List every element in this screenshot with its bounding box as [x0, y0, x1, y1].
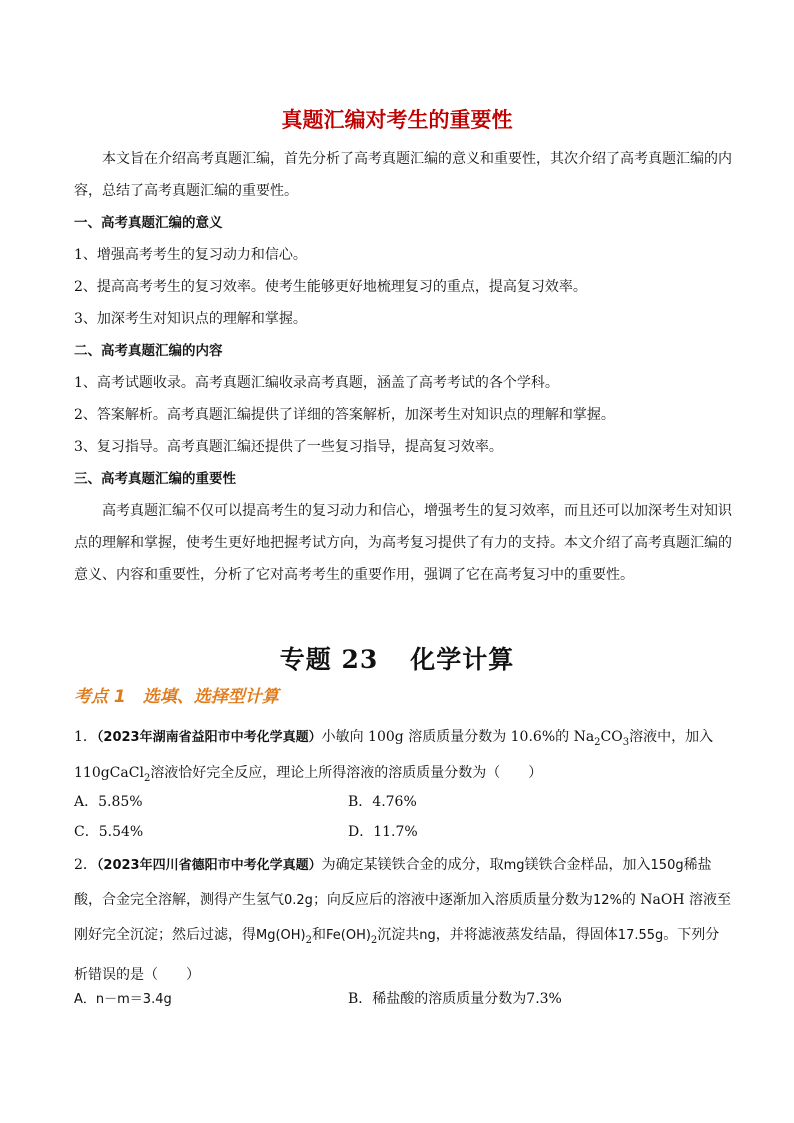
list-item: 1、增强高考考生的复习动力和信心。: [74, 247, 307, 263]
option-b: B．稀盐酸的溶质质量分数为7.3%: [348, 991, 562, 1007]
math-value: ng: [419, 928, 436, 943]
question-text: 镁铁合金样品，加入: [524, 857, 651, 873]
math-value: 0.2g: [284, 893, 313, 908]
subscript: 2: [305, 934, 312, 946]
conclusion-paragraph: 高考真题汇编不仅可以提高考生的复习动力和信心，增强考生的复习效率，而且还可以加深考生对知识点的理解和掌握，使考生更好地把握考试方向，为高考复习提供了有力的支持。本文介绍了高考真题汇编的意义、内容和重要性，分析了它对高考考生的重要作用，强调了它在高考复习中的重要性。: [74, 503, 732, 583]
subscript: 2: [594, 736, 601, 748]
question-text: 溶液恰好完全反应，理论上所得溶液的溶质质量分数为（ ）: [150, 764, 543, 781]
option-c: C．5.54%: [74, 824, 144, 840]
option-a: A．n－m＝3.4g: [74, 992, 172, 1007]
math-value: Mg(OH): [256, 928, 306, 943]
question-text: 。下列分: [663, 927, 720, 943]
subscript: 3: [622, 736, 630, 748]
question-text: 稀盐: [683, 857, 712, 873]
section-heading-3: 三、高考真题汇编的重要性: [74, 471, 236, 487]
kaodian-heading: 考点 1 选填、选择型计算: [74, 687, 279, 707]
page-title: 真题汇编对考生的重要性: [281, 108, 513, 132]
question-text: ；向反应后的溶液中逐渐加入溶质质量分数为: [312, 892, 593, 908]
question-text: 和: [312, 927, 326, 943]
question-source: （2023年湖南省益阳市中考化学真题）: [96, 730, 322, 745]
question-text: CO: [600, 729, 623, 745]
list-item: 2、提高高考考生的复习效率。使考生能够更好地梳理复习的重点，提高复习效率。: [74, 279, 587, 295]
question-2: [74, 848, 738, 992]
question-text: 110gCaCl: [74, 764, 144, 781]
question-text: 酸，合金完全溶解，测得产生氢气: [74, 892, 284, 908]
section-heading-2: 二、高考真题汇编的内容: [74, 343, 223, 359]
section-heading-1: 一、高考真题汇编的意义: [74, 215, 223, 231]
list-item: 3、加深考生对知识点的理解和掌握。: [74, 311, 307, 327]
list-item: 3、复习指导。高考真题汇编还提供了一些复习指导，提高复习效率。: [74, 439, 503, 455]
question-text: 为确定某镁铁合金的成分，取: [321, 857, 504, 873]
list-item: 1、高考试题收录。高考真题汇编收录高考真题，涵盖了高考考试的各个学科。: [74, 375, 559, 391]
option-a: A．5.85%: [74, 794, 143, 810]
question-text: 析错误的是（ ）: [74, 966, 200, 983]
question-1: [74, 722, 738, 794]
math-value: 12%: [592, 893, 622, 908]
subscript: 2: [143, 772, 151, 784]
topic-prefix: 专题: [279, 645, 332, 674]
math-value: Fe(OH): [326, 928, 371, 943]
question-text: 溶液中，加入: [629, 729, 714, 745]
math-value: 17.55g: [617, 928, 664, 943]
question-text: 刚好完全沉淀；然后过滤，得: [74, 927, 256, 943]
option-b: B．4.76%: [348, 794, 417, 810]
question-source: （2023年四川省德阳市中考化学真题）: [96, 858, 322, 873]
list-item: 2、答案解析。高考真题汇编提供了详细的答案解析，加深考生对知识点的理解和掌握。: [74, 407, 615, 423]
question-text: 的 NaOH 溶液至: [621, 892, 732, 908]
question-text: 小敏向 100g 溶质质量分数为 10.6%的 Na: [321, 729, 595, 745]
topic-number: 23: [341, 645, 379, 674]
intro-paragraph: 本文旨在介绍高考真题汇编，首先分析了高考真题汇编的意义和重要性，其次介绍了高考真题汇编的内容，总结了高考真题汇编的重要性。: [74, 151, 732, 199]
question-number: 1．: [74, 729, 97, 745]
subscript: 2: [370, 934, 378, 946]
question-text: 沉淀共: [377, 927, 420, 943]
question-number: 2．: [74, 857, 97, 873]
math-value: 150g: [650, 858, 684, 873]
topic-heading: [0, 640, 794, 676]
math-value: mg: [503, 858, 525, 873]
question-text: ，并将滤液蒸发结晶，得固体: [435, 927, 618, 943]
option-d: D．11.7%: [348, 824, 418, 840]
topic-name: 化学计算: [410, 645, 515, 674]
